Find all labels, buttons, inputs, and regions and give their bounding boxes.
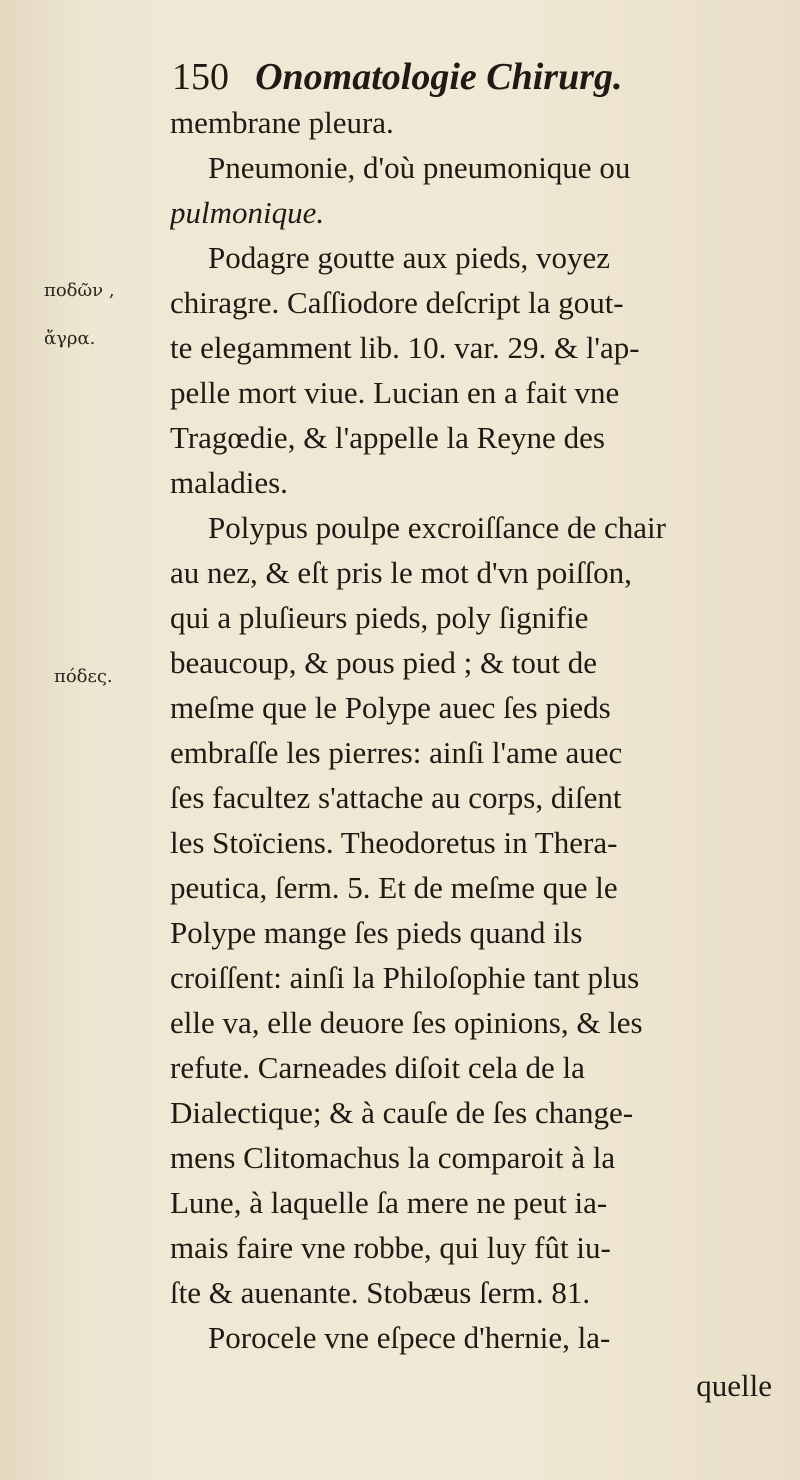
text-line: maladies.: [170, 465, 288, 500]
text-line: elle va, elle deuore ſes opinions, & les: [170, 1005, 643, 1040]
text-line: pulmonique.: [170, 195, 325, 230]
margin-note-greek-1: ποδῶν ,: [44, 280, 115, 301]
text-line: ſte & auenante. Stobæus ſerm. 81.: [170, 1275, 591, 1310]
text-line: Pneumonie, d'où pneumonique ou: [208, 150, 631, 185]
text-line: qui a pluſieurs pieds, poly ſignifie: [170, 600, 589, 635]
text-line: mais faire vne robbe, qui luy fût iu-: [170, 1230, 611, 1265]
text-line: croiſſent: ainſi la Philoſophie tant plus: [170, 960, 640, 995]
text-line: membrane pleura.: [170, 105, 394, 140]
text-line: Porocele vne eſpece d'hernie, la-: [208, 1320, 611, 1355]
text-line: Polype mange ſes pieds quand ils: [170, 915, 583, 950]
text-line: refute. Carneades diſoit cela de la: [170, 1050, 585, 1085]
page-number: 150: [172, 56, 229, 98]
text-line: beaucoup, & pous pied ; & tout de: [170, 645, 598, 680]
running-title: Onomatologie Chirurg.: [255, 56, 623, 98]
margin-note-greek-2: ἄγρα.: [44, 328, 96, 349]
page-body: [170, 100, 770, 1360]
text-line: Tragœdie, & l'appelle la Reyne des: [170, 420, 605, 455]
text-line: mens Clitomachus la comparoit à la: [170, 1140, 616, 1175]
text-line: Dialectique; & à cauſe de ſes change-: [170, 1095, 634, 1130]
text-line: les Stoïciens. Theodoretus in Thera-: [170, 825, 618, 860]
text-line: meſme que le Polype auec ſes pieds: [170, 690, 611, 725]
text-line: Lune, à laquelle ſa mere ne peut ia-: [170, 1185, 608, 1220]
text-line: chiragre. Caſſiodore deſcript la gout-: [170, 285, 624, 320]
text-line: Polypus poulpe excroiſſance de chair: [208, 510, 666, 545]
text-line: pelle mort viue. Lucian en a fait vne: [170, 375, 620, 410]
margin-note-greek-3: πόδες.: [54, 666, 113, 687]
text-line: ſes facultez s'attache au corps, diſent: [170, 780, 622, 815]
catchword: quelle: [696, 1368, 772, 1403]
text-line: Podagre goutte aux pieds, voyez: [208, 240, 611, 275]
text-line: au nez, & eſt pris le mot d'vn poiſſon,: [170, 555, 632, 590]
page-header: [172, 50, 623, 103]
text-line: peutica, ſerm. 5. Et de meſme que le: [170, 870, 618, 905]
text-line: te elegamment lib. 10. var. 29. & l'ap-: [170, 330, 640, 365]
text-line: embraſſe les pierres: ainſi l'ame auec: [170, 735, 623, 770]
